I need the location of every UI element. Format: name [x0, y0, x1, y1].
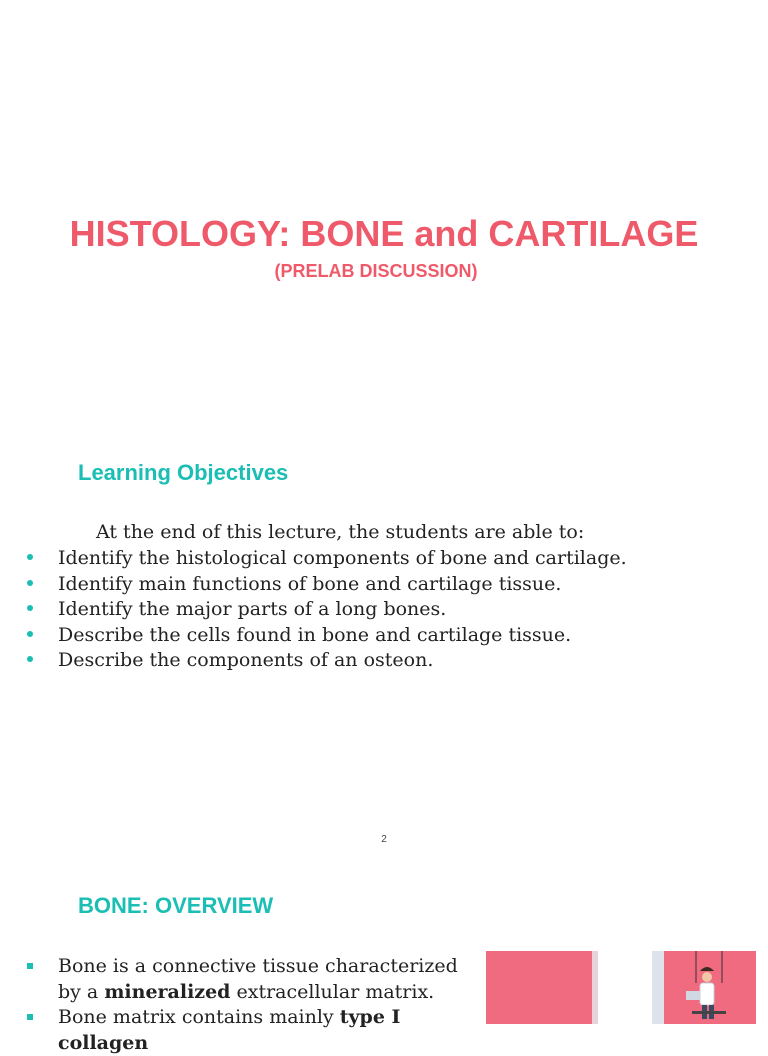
doctor-illustration-icon [486, 951, 756, 1024]
bullet-text: Bone matrix contains mainly [58, 1006, 340, 1029]
doctor-coat [700, 983, 714, 1005]
objectives-list [0, 546, 627, 674]
panel-edge [592, 951, 598, 1024]
overview-list [0, 954, 480, 1056]
slide-title: HISTOLOGY: BONE and CARTILAGE [69, 213, 699, 254]
gray-strip [652, 951, 664, 1024]
page-number: 2 [381, 834, 387, 845]
laptop [686, 991, 700, 1000]
bone-overview-heading: BONE: OVERVIEW [78, 893, 274, 918]
list-item: Identify the histological components of bone and cartilage. [0, 546, 627, 572]
list-item: Identify the major parts of a long bones. [0, 597, 627, 623]
doctor-head [702, 972, 712, 982]
bullet-text: extracellular matrix. [230, 980, 435, 1003]
slide-subtitle: (PRELAB DISCUSSION) [274, 261, 478, 281]
list-item: Identify main functions of bone and cartilage tissue. [0, 572, 627, 598]
swing-seat [692, 1011, 726, 1014]
objectives-intro: At the end of this lecture, the students are able to: [96, 521, 585, 543]
list-item [0, 954, 480, 1005]
doctor-illustration [486, 951, 756, 1024]
bullet-bold-term: type I collagen [58, 1006, 401, 1054]
bullet-text: Bone is a connective tissue characterized by a [58, 955, 458, 1003]
bullet-bold-term: mineralized [104, 980, 231, 1003]
list-item [0, 1005, 480, 1056]
list-item: Describe the cells found in bone and cartilage tissue. [0, 623, 627, 649]
pink-panel [486, 951, 598, 1024]
learning-objectives-heading: Learning Objectives [78, 460, 289, 485]
list-item: Describe the components of an osteon. [0, 648, 627, 674]
